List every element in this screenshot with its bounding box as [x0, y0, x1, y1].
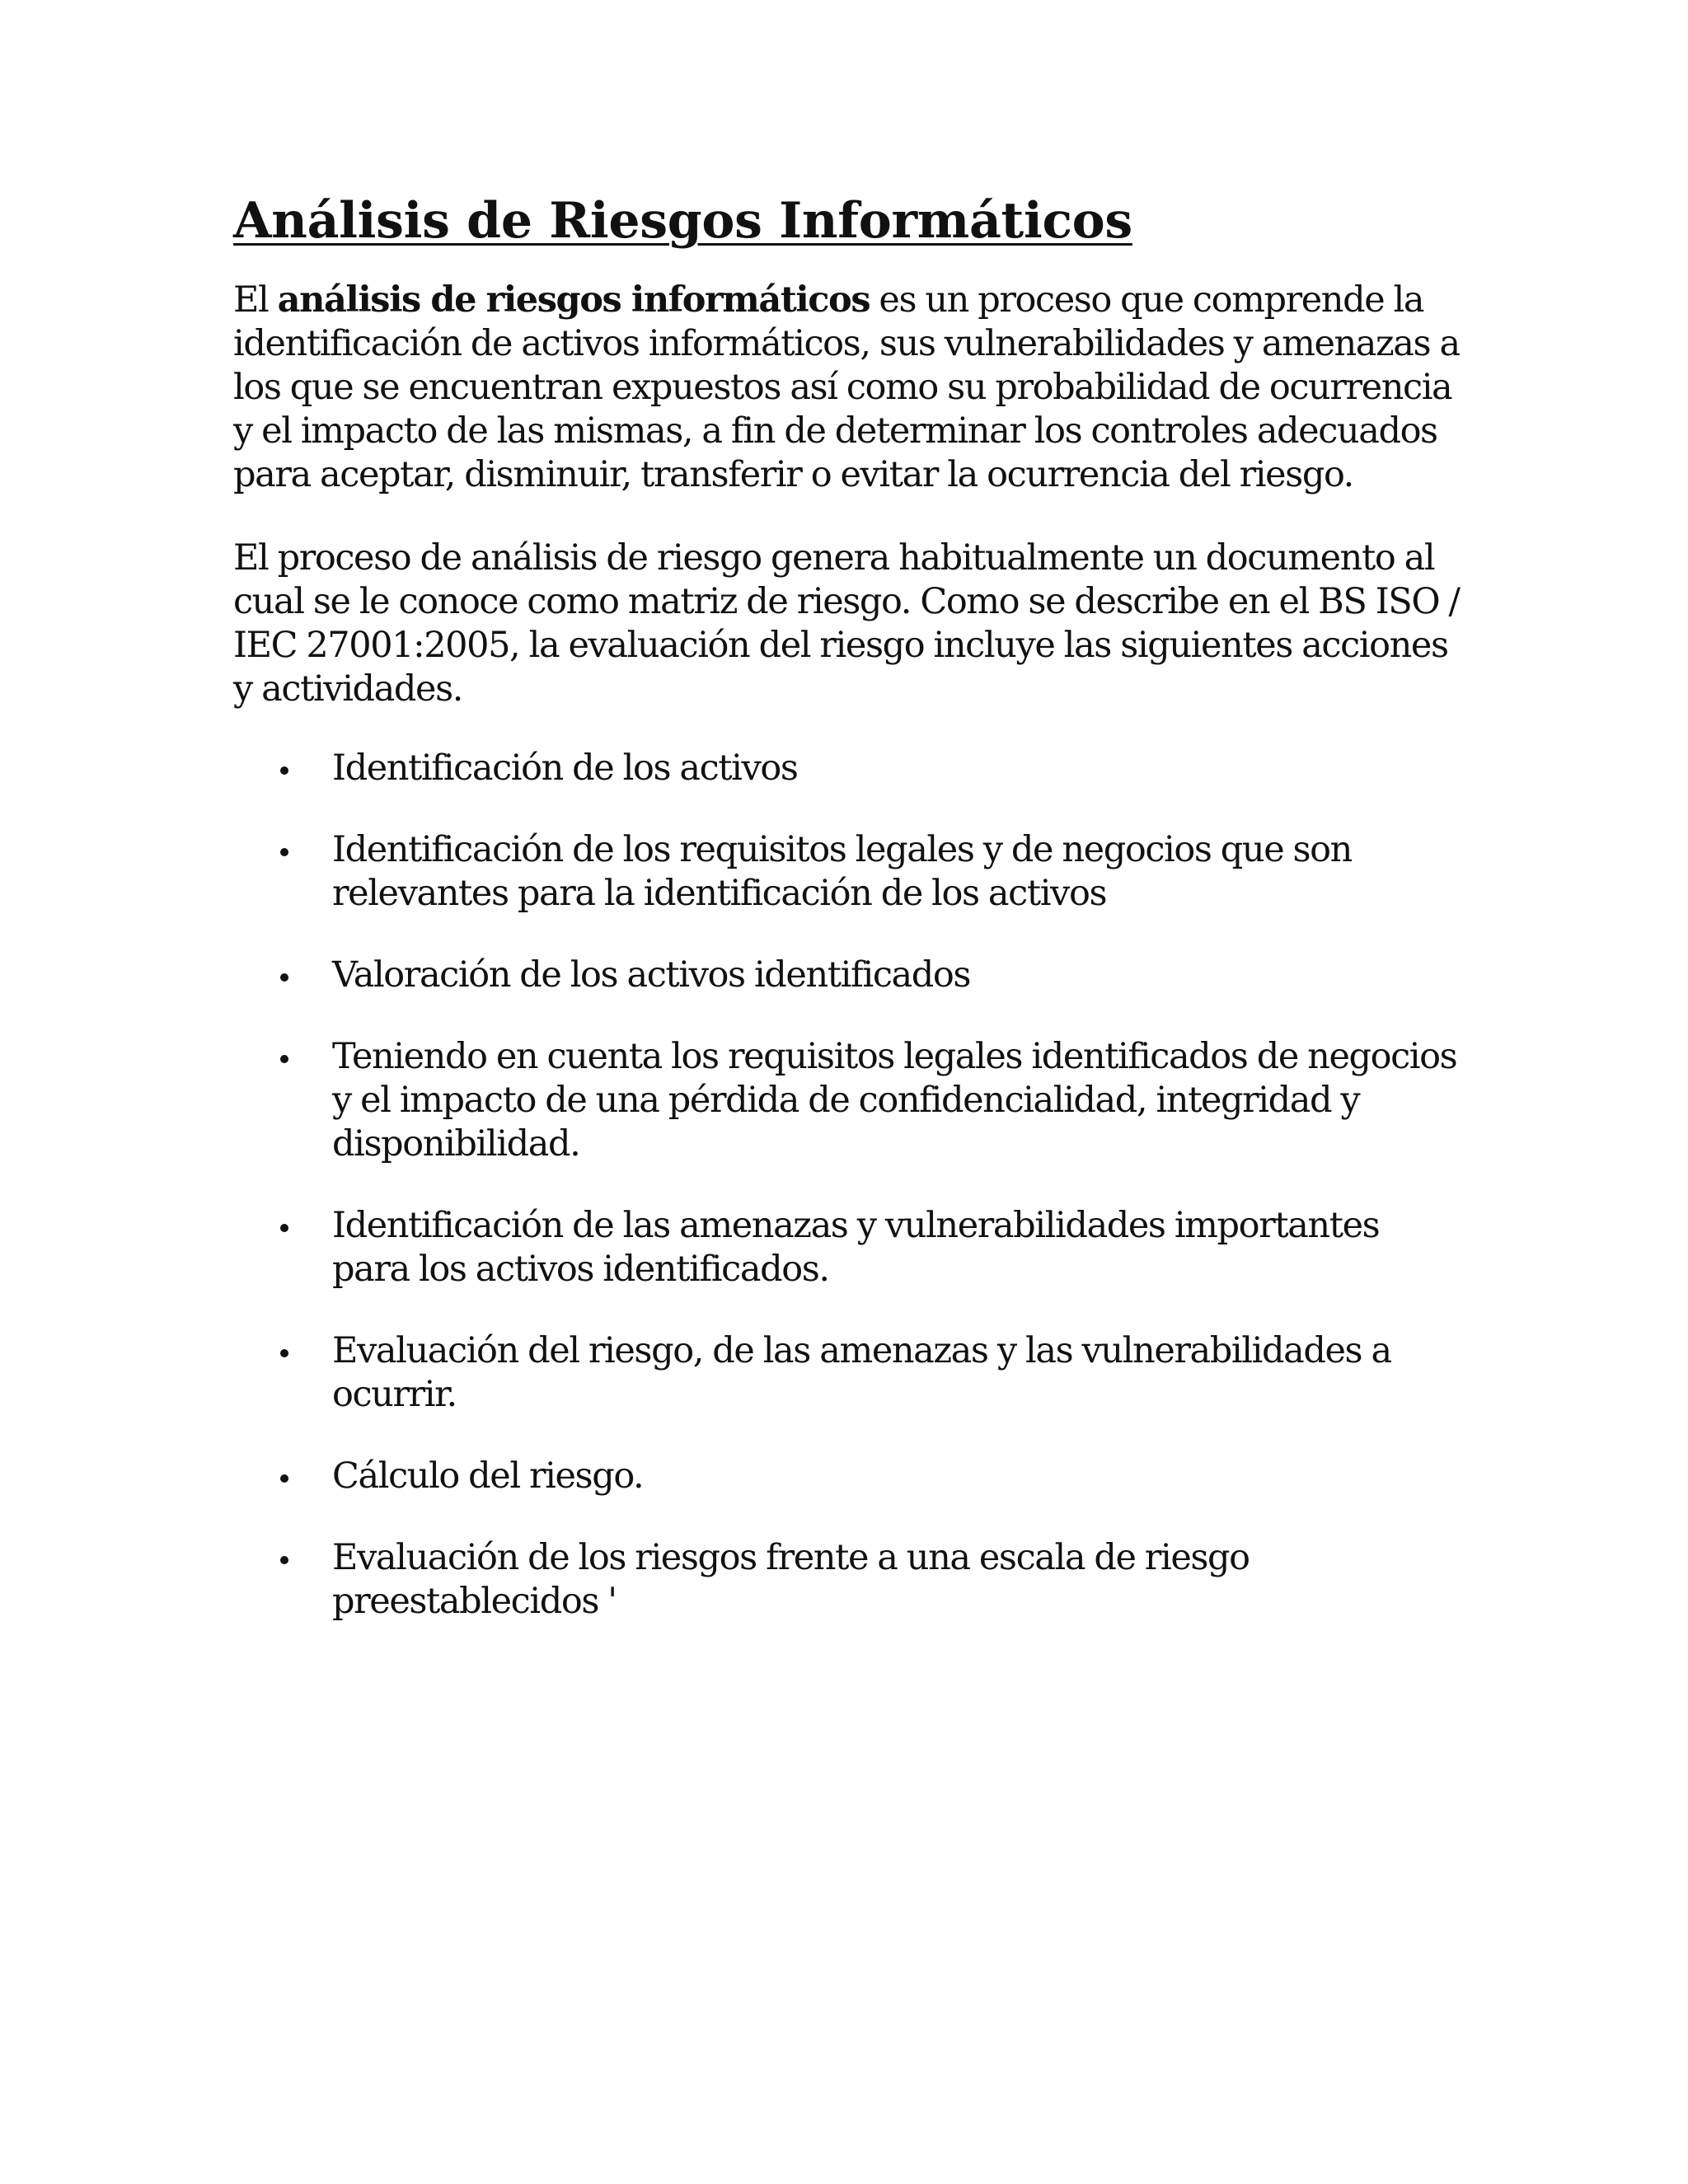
bullet-icon — [280, 1474, 288, 1483]
intro-paragraph — [233, 279, 1461, 497]
second-paragraph: El proceso de análisis de riesgo genera habitualmente un documento al cual se le conoce como matriz de riesgo. Como se describe en el BS ISO / IEC 27001:2005, la evaluación del riesgo incluye las siguientes acciones y actividades. — [233, 537, 1460, 710]
list-item: Evaluación de los riesgos frente a una escala de riesgo preestablecidos ' — [233, 1536, 1461, 1624]
list-item: Identificación de los requisitos legales y de negocios que son relevantes para la identificación de los activos — [233, 828, 1461, 916]
bullet-icon — [280, 1055, 288, 1063]
page-title: Análisis de Riesgos Informáticos — [233, 192, 1132, 250]
intro-prefix: El — [233, 279, 278, 321]
bullet-icon — [280, 766, 288, 775]
list-item: Identificación de las amenazas y vulnerabilidades importantes para los activos identificados. — [233, 1204, 1461, 1291]
list-item: Identificación de los activos — [233, 747, 1461, 790]
bullet-icon — [280, 1556, 288, 1564]
list-item: Evaluación del riesgo, de las amenazas y las vulnerabilidades a ocurrir. — [233, 1329, 1461, 1417]
bullet-icon — [280, 1349, 288, 1357]
intro-bold-term: análisis de riesgos informáticos — [277, 279, 870, 321]
intro-rest: es un proceso que comprende la identificación de activos informáticos, sus vulnerabilidades y amenazas a los que se encuentran expuestos así como su probabilidad de ocurrencia y el impacto de las mismas, a fin de determinar los controles adecuados para aceptar, disminuir, transferir o evitar la ocurrencia del riesgo. — [233, 279, 1460, 495]
bullet-icon — [280, 1224, 288, 1232]
bullet-icon — [280, 848, 288, 856]
bullet-icon — [280, 973, 288, 982]
list-item: Cálculo del riesgo. — [233, 1455, 1461, 1498]
activities-list — [233, 747, 1461, 1624]
document-page — [233, 188, 1461, 1661]
list-item: Teniendo en cuenta los requisitos legales identificados de negocios y el impacto de una pérdida de confidencialidad, integridad y disponibilidad. — [233, 1035, 1461, 1166]
list-item: Valoración de los activos identificados — [233, 954, 1461, 997]
